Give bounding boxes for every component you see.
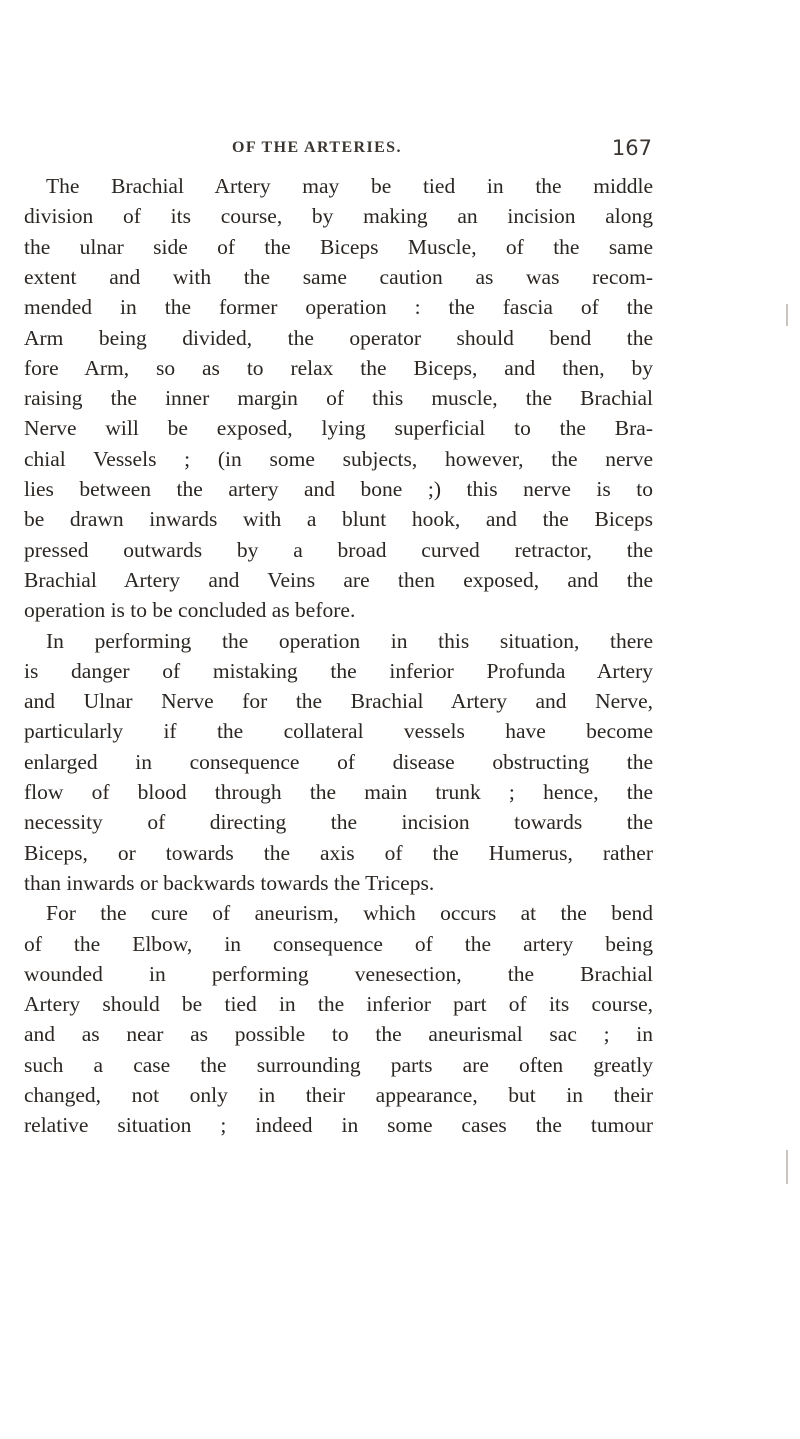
text-line-content: than inwards or backwards towards the Triceps. bbox=[24, 871, 435, 895]
text-line-content: relative situation ; indeed in some cases the tumour bbox=[24, 1113, 653, 1137]
text-line-content: extent and with the same caution as was recom- bbox=[24, 265, 653, 289]
text-line-content: is danger of mistaking the inferior Profunda Artery bbox=[24, 659, 653, 683]
text-line bbox=[24, 474, 653, 504]
page-number: 167 bbox=[611, 136, 652, 160]
text-line-content: enlarged in consequence of disease obstructing the bbox=[24, 750, 653, 774]
text-line-content: Nerve will be exposed, lying superficial to the Bra- bbox=[24, 416, 653, 440]
text-line-content: fore Arm, so as to relax the Biceps, and then, by bbox=[24, 356, 653, 380]
text-line-content: mended in the former operation : the fascia of the bbox=[24, 295, 653, 319]
text-line bbox=[24, 716, 653, 746]
text-line-content: In performing the operation in this situation, there bbox=[46, 629, 653, 653]
text-line-content: chial Vessels ; (in some subjects, however, the nerve bbox=[24, 447, 653, 471]
text-line bbox=[24, 838, 653, 868]
text-line bbox=[24, 565, 653, 595]
margin-mark bbox=[786, 1150, 788, 1184]
text-line bbox=[24, 292, 653, 322]
text-line bbox=[24, 959, 653, 989]
running-header bbox=[232, 136, 652, 166]
text-line-content: pressed outwards by a broad curved retractor, the bbox=[24, 538, 653, 562]
text-line bbox=[24, 1110, 653, 1140]
text-line bbox=[24, 1080, 653, 1110]
running-title: OF THE ARTERIES. bbox=[232, 139, 402, 156]
text-line bbox=[24, 868, 653, 898]
text-line bbox=[24, 535, 653, 565]
text-line-content: raising the inner margin of this muscle, the Brachial bbox=[24, 386, 653, 410]
text-line bbox=[24, 201, 653, 231]
text-line bbox=[24, 656, 653, 686]
text-line bbox=[24, 747, 653, 777]
text-line bbox=[24, 595, 653, 625]
text-line-content: division of its course, by making an incision along bbox=[24, 204, 653, 228]
text-line-content: particularly if the collateral vessels have become bbox=[24, 719, 653, 743]
text-line-content: For the cure of aneurism, which occurs at the bend bbox=[46, 901, 653, 925]
text-line bbox=[24, 413, 653, 443]
text-line bbox=[46, 898, 653, 928]
text-line-content: lies between the artery and bone ;) this nerve is to bbox=[24, 477, 653, 501]
text-line bbox=[24, 1050, 653, 1080]
text-line bbox=[24, 353, 653, 383]
text-line bbox=[24, 232, 653, 262]
text-line-content: necessity of directing the incision towards the bbox=[24, 810, 653, 834]
text-line-content: Artery should be tied in the inferior part of its course, bbox=[24, 992, 653, 1016]
text-line bbox=[24, 262, 653, 292]
text-line-content: operation is to be concluded as before. bbox=[24, 598, 356, 622]
text-line bbox=[24, 929, 653, 959]
text-line bbox=[46, 626, 653, 656]
text-line bbox=[24, 504, 653, 534]
text-line bbox=[24, 444, 653, 474]
text-line bbox=[24, 1019, 653, 1049]
text-line-content: Arm being divided, the operator should bend the bbox=[24, 326, 653, 350]
text-line bbox=[24, 777, 653, 807]
text-line-content: of the Elbow, in consequence of the artery being bbox=[24, 932, 653, 956]
text-line-content: and as near as possible to the aneurismal sac ; in bbox=[24, 1022, 653, 1046]
text-line bbox=[24, 323, 653, 353]
text-line bbox=[24, 383, 653, 413]
text-line-content: such a case the surrounding parts are often greatly bbox=[24, 1053, 653, 1077]
text-line-content: flow of blood through the main trunk ; hence, the bbox=[24, 780, 653, 804]
text-line-content: changed, not only in their appearance, but in their bbox=[24, 1083, 653, 1107]
text-line bbox=[24, 989, 653, 1019]
text-line-content: Brachial Artery and Veins are then exposed, and the bbox=[24, 568, 653, 592]
text-line-content: the ulnar side of the Biceps Muscle, of the same bbox=[24, 235, 653, 259]
text-line-content: wounded in performing venesection, the Brachial bbox=[24, 962, 653, 986]
text-line-content: The Brachial Artery may be tied in the middle bbox=[46, 174, 653, 198]
text-line-content: Biceps, or towards the axis of the Humerus, rather bbox=[24, 841, 653, 865]
text-line bbox=[24, 807, 653, 837]
text-line-content: be drawn inwards with a blunt hook, and the Biceps bbox=[24, 507, 653, 531]
margin-mark bbox=[786, 304, 788, 326]
text-line bbox=[46, 171, 653, 201]
text-line bbox=[24, 686, 653, 716]
text-line-content: and Ulnar Nerve for the Brachial Artery and Nerve, bbox=[24, 689, 653, 713]
